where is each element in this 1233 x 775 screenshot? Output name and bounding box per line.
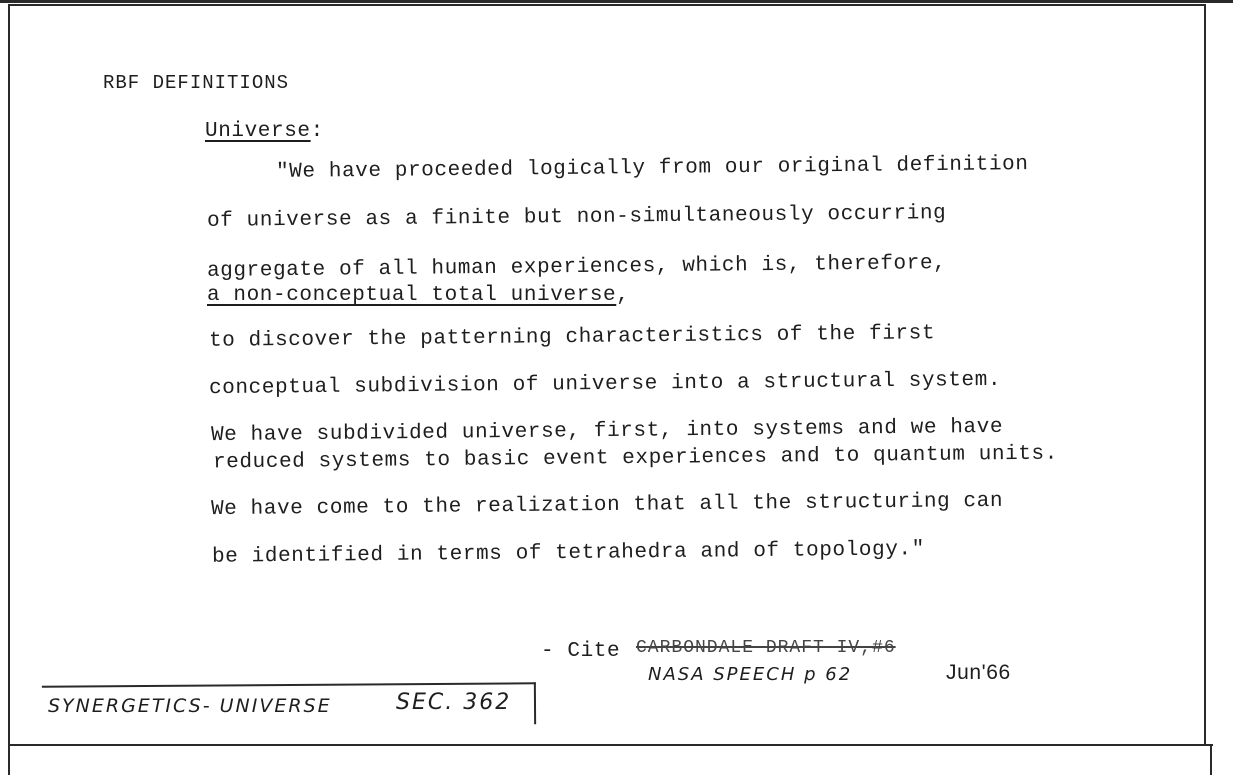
struck-citation: CARBONDALE DRAFT IV,#6: [636, 638, 896, 658]
handwritten-citation: NASA SPEECH p 62: [648, 664, 853, 685]
quote-line: "We have proceeded logically from our original definition: [275, 153, 1029, 184]
underlined-phrase: a non-conceptual total universe: [207, 284, 617, 307]
page-top-border: [0, 0, 1233, 3]
section-number: SEC. 362: [396, 690, 512, 715]
card-header: RBF DEFINITIONS: [103, 72, 290, 94]
quote-line: We have come to the realization that all the structuring can: [210, 489, 1004, 522]
next-card-left-edge: [8, 744, 10, 775]
quote-line: reduced systems to basic event experiences and to quantum units.: [212, 442, 1059, 475]
quote-line: aggregate of all human experiences, which is, therefore,: [206, 252, 947, 283]
term-label: Universe: [205, 120, 311, 143]
quote-line: be identified in terms of tetrahedra and of topology.": [211, 538, 926, 569]
quote-line: of universe as a finite but non-simultaneously occurring: [206, 202, 947, 233]
quote-line: We have subdivided universe, first, into systems and we have: [210, 415, 1004, 448]
quote-line: to discover the patterning characteristics of the first: [208, 322, 936, 353]
section-label: SYNERGETICS- UNIVERSE: [48, 695, 332, 717]
quote-line: conceptual subdivision of universe into a structural system.: [208, 368, 1002, 401]
card-bottom-border: [8, 744, 1213, 746]
underlined-phrase-comma: ,: [616, 284, 630, 307]
citation-date: Jun'66: [946, 661, 1011, 684]
next-card-right-edge: [1210, 744, 1212, 775]
definition-term: [205, 120, 324, 143]
citation-prefix: - Cite: [541, 640, 621, 663]
underlined-quote-line: [207, 284, 629, 307]
term-colon: :: [310, 120, 324, 143]
